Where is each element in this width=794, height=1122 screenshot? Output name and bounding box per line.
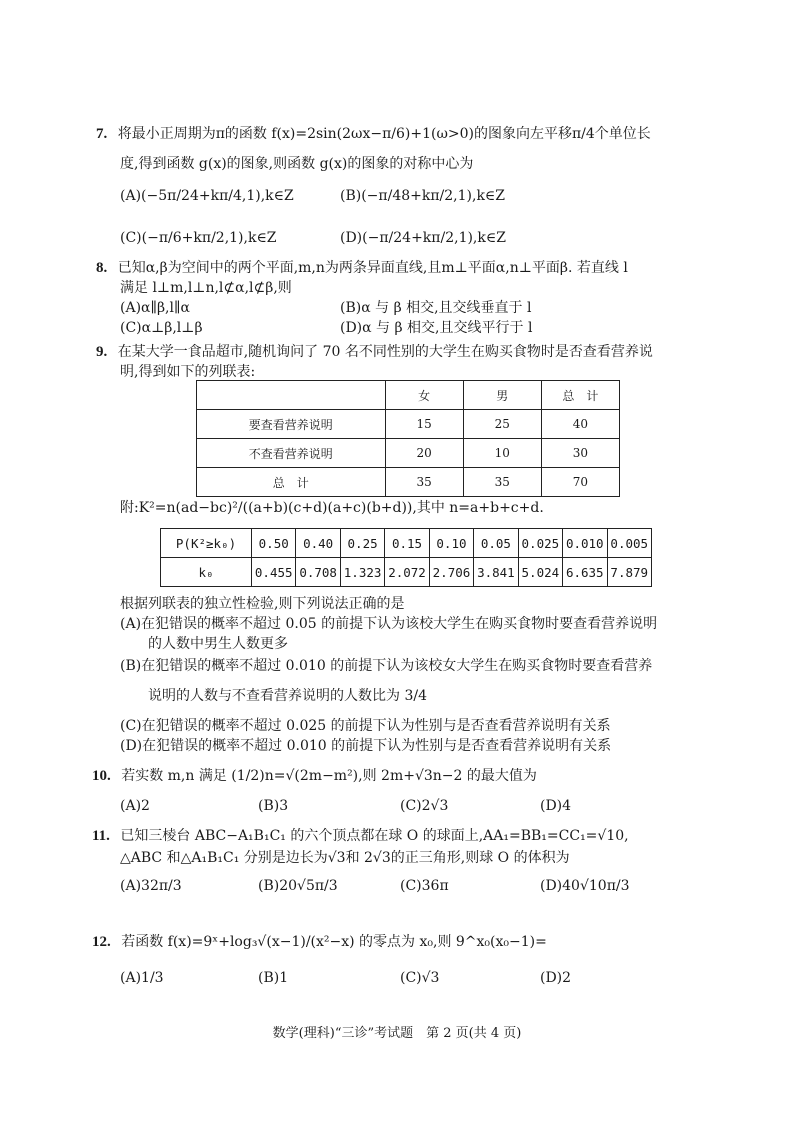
q9-option-c: (C)在犯错误的概率不超过 0.025 的前提下认为性别与是否查看营养说明有关系: [120, 718, 611, 734]
q8-option-c: (C)α⊥β,l⊥β: [120, 320, 203, 336]
table-cell: 女: [385, 381, 463, 410]
table-cell: 6.635: [563, 558, 607, 587]
table-cell: P(K²≥k₀): [161, 529, 252, 558]
q9-option-b: (B)在犯错误的概率不超过 0.010 的前提下认为该校女大学生在购买食物时要查看营养: [120, 658, 653, 674]
table-row: [197, 410, 620, 439]
table-cell: 不查看营养说明: [197, 439, 386, 468]
q10-option-a: (A)2: [120, 798, 150, 814]
contingency-table: [196, 380, 620, 497]
table-cell: 30: [541, 439, 619, 468]
table-cell: 0.40: [296, 529, 340, 558]
q7-line1: [96, 124, 651, 144]
table-cell: 0.25: [340, 529, 384, 558]
q12-number: 12.: [92, 934, 111, 950]
q9-line1: [96, 342, 653, 362]
page-footer: 数学(理科)“三诊”考试题 第 2 页(共 4 页): [272, 1026, 522, 1041]
q8-stem-1: 已知α,β为空间中的两个平面,m,n为两条异面直线,且m⊥平面α,n⊥平面β. 若直线 l: [117, 260, 628, 276]
q7-number: 7.: [96, 126, 108, 142]
q9-option-b-cont: 说明的人数与不查看营养说明的人数比为 3/4: [148, 688, 427, 704]
table-row: [161, 558, 652, 587]
q11-line2: △ABC 和△A₁B₁C₁ 分别是边长为√3和 2√3的正三角形,则球 O 的体积为: [120, 850, 570, 866]
table-cell: 0.010: [563, 529, 607, 558]
table-cell: 0.005: [607, 529, 652, 558]
q8-line1: [96, 258, 628, 278]
q12-option-b: (B)1: [258, 970, 289, 986]
q7-stem-1: 将最小正周期为π的函数 f(x)=2sin(2ωx−π/6)+1(ω>0)的图象向左平移π/4个单位长: [117, 126, 651, 142]
q8-line2: 满足 l⊥m,l⊥n,l⊄α,l⊄β,则: [120, 280, 292, 296]
q10-line1: [92, 766, 537, 786]
q9-formula: 附:K²=n(ad−bc)²/((a+b)(c+d)(a+c)(b+d)),其中 n=a+b+c+d.: [120, 500, 544, 516]
q7-option-a: (A)(−5π/24+kπ/4,1),k∈Z: [120, 188, 294, 204]
table-row: [161, 529, 652, 558]
table-cell: 35: [385, 468, 463, 497]
table-cell: 1.323: [340, 558, 384, 587]
q10-option-b: (B)3: [258, 798, 289, 814]
q9-option-a: (A)在犯错误的概率不超过 0.05 的前提下认为该校大学生在购买食物时要查看营养说明: [120, 616, 658, 632]
q9-number: 9.: [96, 344, 108, 360]
table-cell: 15: [385, 410, 463, 439]
q12-option-c: (C)√3: [400, 970, 440, 986]
table-cell: 总 计: [197, 468, 386, 497]
q12-option-d: (D)2: [540, 970, 572, 986]
table-row: [197, 468, 620, 497]
table-cell: 40: [541, 410, 619, 439]
table-cell: k₀: [161, 558, 252, 587]
q9-stem-1: 在某大学一食品超市,随机询问了 70 名不同性别的大学生在购买食物时是否查看营养说: [117, 344, 653, 360]
table-row: [197, 439, 620, 468]
q9-line2: 明,得到如下的列联表:: [120, 364, 256, 380]
table-cell: 10: [463, 439, 541, 468]
q11-option-c: (C)36π: [400, 878, 449, 894]
q11-option-d: (D)40√10π/3: [540, 878, 630, 894]
q11-option-a: (A)32π/3: [120, 878, 182, 894]
table-cell: 总 计: [541, 381, 619, 410]
q9-option-a-cont: 的人数中男生人数更多: [148, 636, 288, 652]
q9-option-d: (D)在犯错误的概率不超过 0.010 的前提下认为性别与是否查看营养说明有关系: [120, 738, 612, 754]
q7-option-b: (B)(−π/48+kπ/2,1),k∈Z: [340, 188, 506, 204]
q12-line1: [92, 932, 547, 952]
q10-option-d: (D)4: [540, 798, 572, 814]
q10-stem-1: 若实数 m,n 满足 (1/2)n=√(2m−m²),则 2m+√3n−2 的最大值为: [121, 768, 537, 784]
q10-option-c: (C)2√3: [400, 798, 449, 814]
q11-option-b: (B)20√5π/3: [258, 878, 338, 894]
q9-question: 根据列联表的独立性检验,则下列说法正确的是: [120, 596, 405, 612]
q7-line2: 度,得到函数 g(x)的图象,则函数 g(x)的图象的对称中心为: [120, 156, 474, 172]
table-cell: 5.024: [518, 558, 562, 587]
q11-stem-1: 已知三棱台 ABC−A₁B₁C₁ 的六个顶点都在球 O 的球面上,AA₁=BB₁=CC₁=√10,: [120, 828, 629, 844]
table-cell: 7.879: [607, 558, 652, 587]
q7-option-c: (C)(−π/6+kπ/2,1),k∈Z: [120, 230, 277, 246]
table-header-row: [197, 381, 620, 410]
q8-option-a: (A)α∥β,l∥α: [120, 300, 190, 316]
table-cell: 男: [463, 381, 541, 410]
table-cell: 2.072: [385, 558, 429, 587]
table-cell: 20: [385, 439, 463, 468]
table-cell: 0.025: [518, 529, 562, 558]
q8-option-b: (B)α 与 β 相交,且交线垂直于 l: [340, 300, 532, 316]
table-cell: 25: [463, 410, 541, 439]
q11-line1: [92, 826, 629, 846]
q7-option-d: (D)(−π/24+kπ/2,1),k∈Z: [340, 230, 506, 246]
table-cell: [197, 381, 386, 410]
table-cell: 要查看营养说明: [197, 410, 386, 439]
table-cell: 0.455: [252, 558, 296, 587]
table-cell: 0.05: [474, 529, 518, 558]
table-cell: 35: [463, 468, 541, 497]
q8-option-d: (D)α 与 β 相交,且交线平行于 l: [340, 320, 533, 336]
q10-number: 10.: [92, 768, 111, 784]
table-cell: 0.15: [385, 529, 429, 558]
q11-number: 11.: [92, 828, 110, 844]
q8-number: 8.: [96, 260, 108, 276]
q12-option-a: (A)1/3: [120, 970, 164, 986]
table-cell: 70: [541, 468, 619, 497]
q12-stem-1: 若函数 f(x)=9ˣ+log₃√(x−1)/(x²−x) 的零点为 x₀,则 9^x₀(x₀−1)=: [121, 934, 547, 950]
table-cell: 3.841: [474, 558, 518, 587]
table-cell: 0.50: [252, 529, 296, 558]
table-cell: 0.708: [296, 558, 340, 587]
critical-value-table: [160, 528, 652, 587]
table-cell: 0.10: [429, 529, 473, 558]
table-cell: 2.706: [429, 558, 473, 587]
